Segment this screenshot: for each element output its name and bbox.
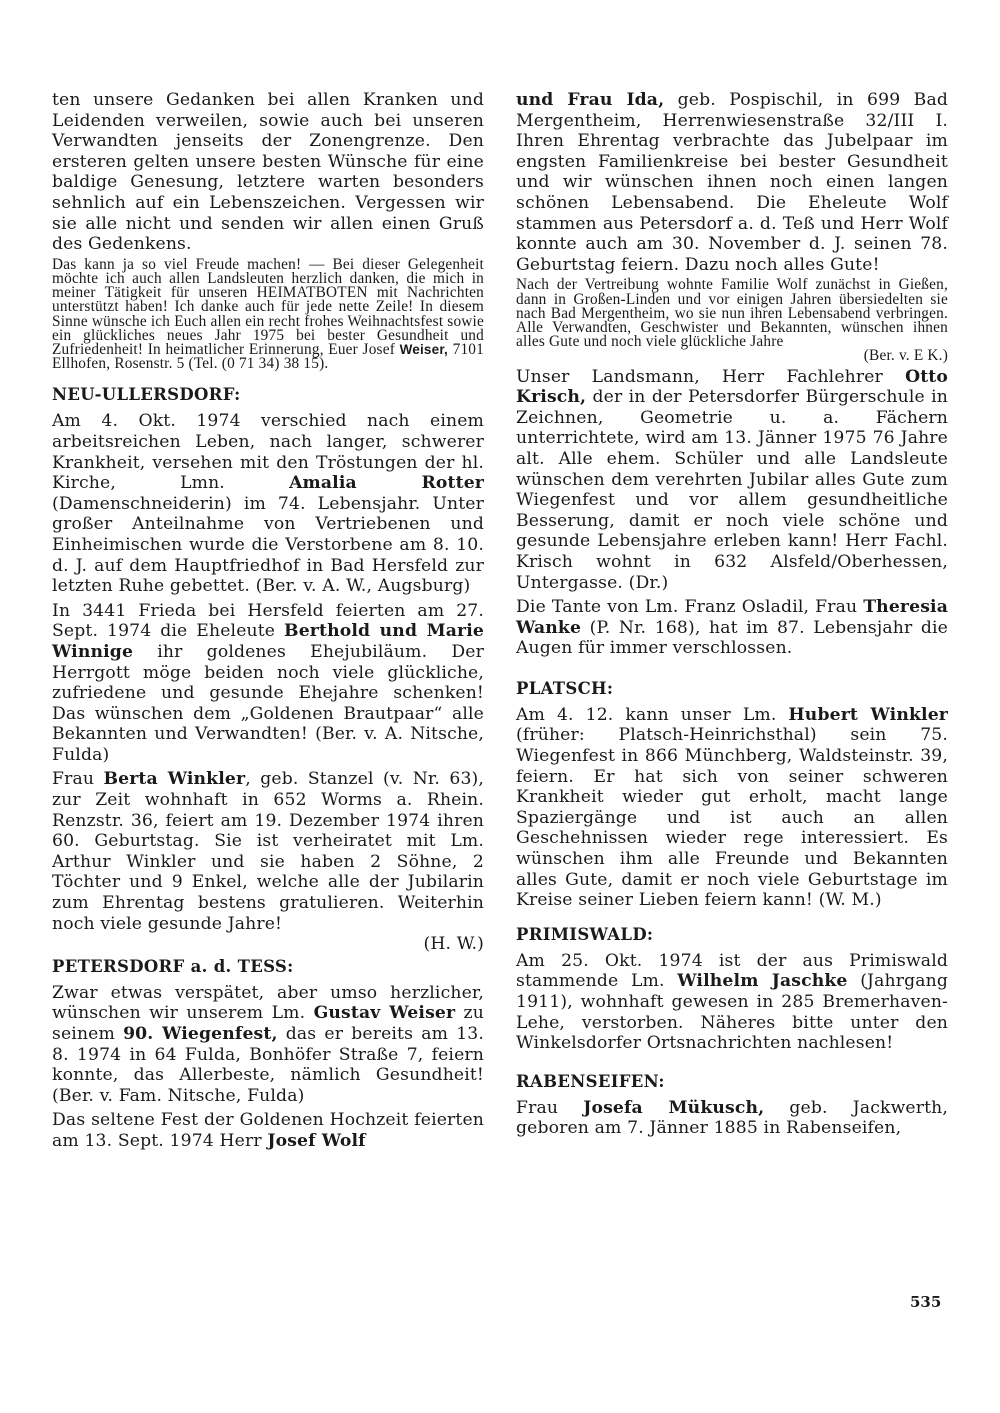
article-gustav-weiser [52,983,484,1107]
note-weiser [52,255,484,373]
person-name: Hubert Winkler [788,704,948,725]
article-wanke [516,597,948,659]
section-heading-neu-ullersdorf: NEU-ULLERSDORF: [52,385,241,405]
article-text: der in der Petersdorfer Bürgerschule in Zeichnen, Geometrie u. a. Fächern unterrichtete, wird am 13. Jänner 1975 76 Jahre alt. Alle ehem. Schüler und alle Landsleute wünschen dem verehrten Jubilar alles Gute zum Wiegenfest und vor allem gesundheitliche Besserung, damit er noch viele schöne und gesunde Lebensjahre erleben kann! Herr Fachl. Krisch wohnt in 632 Alsfeld/Oberhessen, Untergasse. (Dr.) [516,387,948,593]
right-column [516,90,948,1139]
article-text: Unser Landsmann, Herr Fachlehrer [516,366,906,387]
article-text: geb. Jackwerth, geboren am 7. Jänner 1885 in Rabenseifen, [516,1097,949,1139]
left-column [52,90,484,1152]
article-berta-winkler [52,769,484,934]
person-name: Berta Winkler [103,769,246,790]
article-text: Am 4. 12. kann unser Lm. [516,704,789,725]
person-name: Theresia Wanke [516,597,948,638]
article-text: Frau [516,1097,584,1118]
article-rotter [52,411,484,596]
article-text: das er bereits am 13. 8. 1974 in 64 Fulda, Bonhöfer Straße 7, feiern konnte, das Allerbeste, nämlich Gesundheit! (Ber. v. Fam. Nitsche, Fulda) [52,1024,484,1106]
article-text: In 3441 Frieda bei Hersfeld feierten am 27. Sept. 1974 die Eheleute [52,600,484,642]
article-text: Die Tante von Lm. Franz Osladil, Frau [516,597,864,618]
person-name: Otto Krisch, [516,366,948,408]
note-text: Nach der Vertreibung wohnte Familie Wolf zunächst in Gießen, dann in Großen-Linden und vor einigen Jahren übersiedelten sie nach Bad Mergentheim, wo sie nun ihren Lebensabend verbringen. Alle Verwandten, Geschwister und Bekannten, wünschen ihnen alles Gute und noch viele glückliche Jahre [516,276,948,351]
person-name: Josef Wolf [267,1130,366,1151]
article-text: , geb. Stanzel (v. Nr. 63), zur Zeit wohnhaft in 652 Worms a. Rhein. Renzstr. 36, feiert am 19. Dezember 1974 ihren 60. Geburtstag. Sie ist verheiratet mit Lm. Arthur Winkler und sie haben 2 Söhne, 2 Töchter und 9 Enkel, welche alle der Jubilarin zum Ehrentag bestens gratulieren. Weiterhin noch viele gesunde Jahre! [52,769,485,934]
signature: (Ber. v. E K.) [863,347,948,365]
article-text: (früher: Platsch-Heinrichsthal) sein 75. Wiegenfest in 866 Münchberg, Waldsteinstr. 39, feiern. Er hat sich von seiner schweren Krankheit wieder gut erholt, macht lange Spaziergänge und ist auch an allen Geschehnissen wieder rege interessiert. Es wünschen ihm alle Freunde und Bekannten alles Gute, damit er noch viele Geburtstage im Kreise seiner Lieben feiern kann! (W. M.) [516,725,948,911]
article-jaschke [516,951,948,1054]
article-hubert-winkler [516,705,948,911]
person-name: Gustav Weiser [313,1003,456,1024]
article-krisch [516,367,948,594]
article-text: (P. Nr. 168), hat im 87. Lebensjahr die Augen für immer verschlossen. [516,617,948,659]
note-text: Das kann ja so viel Freude machen! — Bei dieser Gelegenheit möchte ich auch allen Landsleuten herzlich danken, die mich in meiner Tätigkeit für unseren HEIMATBOTEN mit Nachrichten unterstützt haben! Ich danke auch für jede nette Zeile! In diesem Sinne wünsche ich Euch allen ein recht frohes Weihnachtsfest sowie ein glückliches neues Jahr 1975 bei bester Gesundheit und Zufriedenheit! In heimatlicher Erinnerung, Euer Josef [52,255,484,358]
person-name: Wilhelm Jaschke [677,971,848,992]
article-muekusch [516,1098,948,1139]
article-text: Das seltene Fest der Goldenen Hochzeit feierten am 13. Sept. 1974 Herr [52,1110,484,1151]
article-text: zu seinem [52,1003,484,1044]
person-name: Josefa Mükusch, [583,1097,765,1118]
article-text: Zwar etwas verspätet, aber umso herzlicher, wünschen wir unserem Lm. [52,982,484,1024]
page-number: 535 [910,1293,942,1311]
article-wolf-continuation [516,90,948,275]
section-heading-petersdorf: PETERSDORF a. d. TESS: [52,956,294,976]
article-wolf-start [52,1110,484,1151]
note-text: 7101 Ellhofen, Rosenstr. 5 (Tel. (0 71 34) 38 15). [52,340,484,373]
intro-paragraph [52,90,484,255]
article-winnige [52,601,484,766]
article-text: Frau [52,769,104,790]
person-name: Berthold und Marie Winnige [52,621,484,662]
section-heading-rabenseifen: RABENSEIFEN: [516,1071,665,1091]
person-name: Amalia Rotter [289,473,484,494]
article-text: ihr goldenes Ehejubiläum. Der Herrgott möge beiden noch viele glückliche, zufriedene und gesunde Ehejahre schenken! Das wünschen dem „Goldenen Brautpaar“ alle Bekannten und Verwandten! (Ber. v. A. Nitsche, Fulda) [52,641,484,765]
person-name: und Frau Ida, [516,90,665,110]
article-text: (Jahrgang 1911), wohnhaft gewesen in 285 Bremerhaven-Lehe, verstorben. Näheres bitte unter den Winkelsdorfer Ortsnachrichten nachlesen! [516,971,948,1054]
article-text: Am 25. Okt. 1974 ist der aus Primiswald stammende Lm. [516,950,948,992]
article-text: geb. Pospischil, in 699 Bad Mergentheim, Herrenwiesenstraße 32/III I. Ihren Ehrentag verbrachte das Jubelpaar im engsten Familienkreise bei bester Gesundheit und wir wünschen ihnen noch einen langen schönen Lebensabend. Die Eheleute Wolf stammen aus Petersdorf a. d. Teß und Herr Wolf konnte auch am 30. November d. J. seinen 78. Geburtstag feiern. Dazu noch alles Gute! [516,90,948,275]
occasion: 90. Wiegenfest, [123,1024,278,1044]
author-name: Weiser, [399,341,449,357]
article-text: (Damenschneiderin) im 74. Lebensjahr. Unter großer Anteilnahme von Vertriebenen und Einheimischen wurde die Verstorbene am 8. 10. d. J. auf dem Hauptfriedhof in Bad Hersfeld zur letzten Ruhe gebettet. (Ber. v. A. W., Augsburg) [52,493,484,597]
paragraph-text: ten unsere Gedanken bei allen Kranken und Leidenden verweilen, sowie auch bei unseren Verwandten jenseits der Zonengrenze. Den ersteren gelten unsere besten Wünsche für eine baldige Genesung, letztere warten besonders sehnlich auf ein Lebenszeichen. Vergessen wir sie alle nicht und senden wir allen einen Gruß des Gedenkens. [52,90,484,255]
section-heading-primiswald: PRIMISWALD: [516,924,654,944]
section-heading-platsch: PLATSCH: [516,678,614,698]
signature: (H. W.) [423,934,484,955]
article-text: Am 4. Okt. 1974 verschied nach einem arbeitsreichen Leben, nach langer, schwerer Krankheit, versehen mit den Tröstungen der hl. Kirche, Lmn. [52,411,484,494]
note-wolf [516,278,948,349]
